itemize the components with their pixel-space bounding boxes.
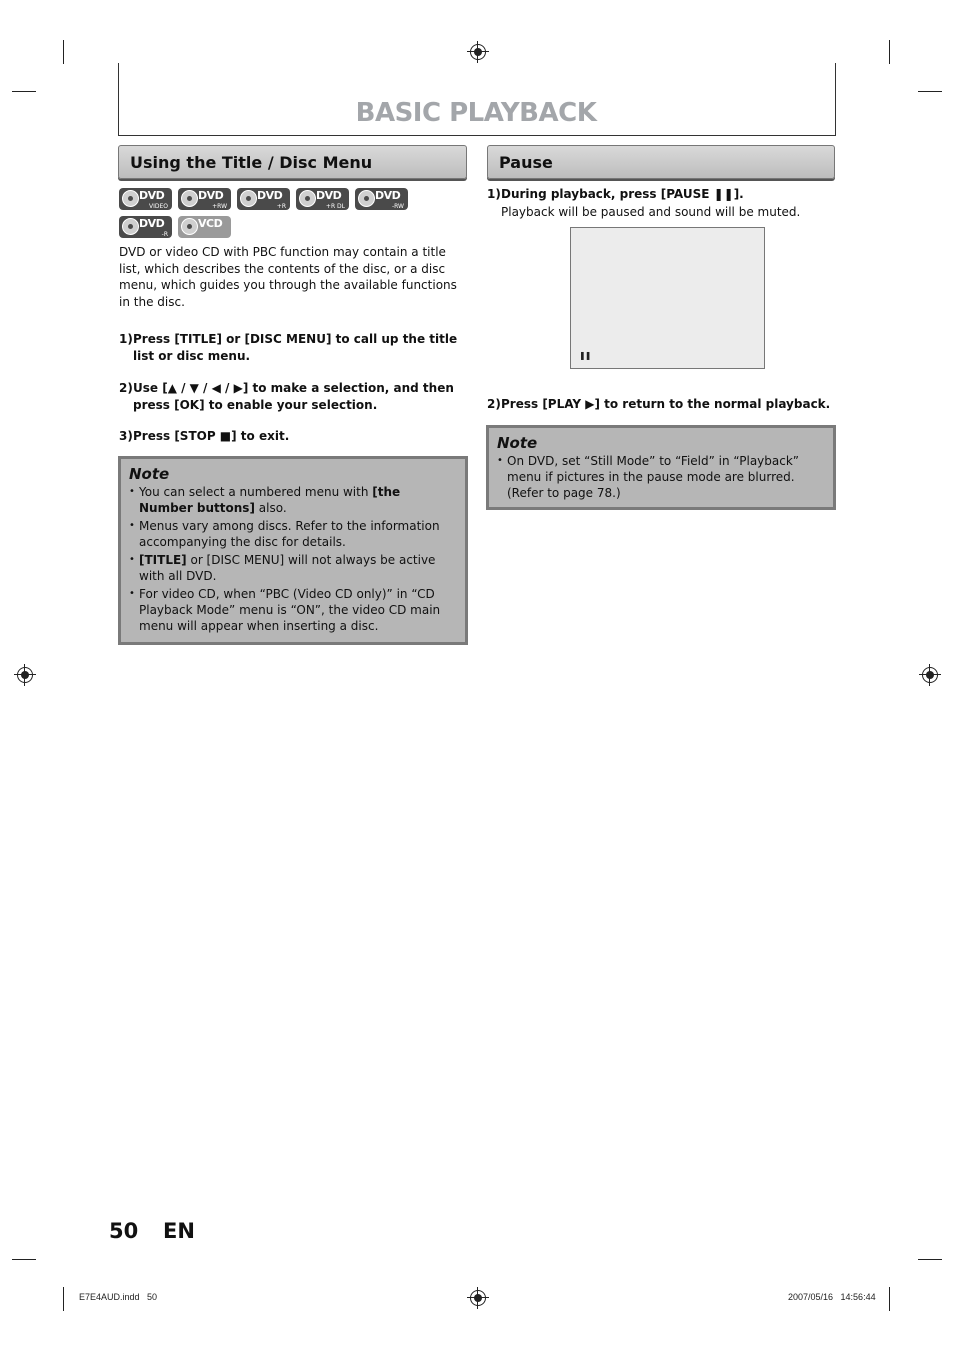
registration-mark-icon — [922, 667, 938, 683]
crop-mark — [63, 40, 64, 64]
dvd-minus-rw-disc-icon: DVD -RW — [355, 188, 408, 210]
pause-indicator-icon: ❚❚ — [579, 351, 591, 360]
note-list — [129, 484, 457, 634]
crop-mark — [918, 1259, 942, 1260]
registration-mark-icon — [470, 44, 486, 60]
step-text: Press [STOP ■] to exit. — [133, 429, 290, 443]
section-heading-title-disc-menu: Using the Title / Disc Menu — [118, 145, 467, 179]
registration-mark-icon — [470, 1290, 486, 1306]
note-item: • [TITLE] or [DISC MENU] will not always be active with all DVD. — [129, 552, 457, 584]
pause-step-1-detail: Playback will be paused and sound will be muted. — [501, 205, 801, 219]
step-text: Press [PLAY ▶] to return to the normal playback. — [501, 397, 831, 411]
note-title: Note — [497, 434, 538, 452]
page-number: 50 — [109, 1219, 139, 1243]
crop-mark — [918, 91, 942, 92]
slug-timestamp: 2007/05/16 14:56:44 — [788, 1292, 876, 1302]
crop-mark — [12, 91, 36, 92]
note-item: • You can select a numbered menu with [the Number buttons] also. — [129, 484, 457, 516]
intro-paragraph: DVD or video CD with PBC function may contain a title list, which describes the contents of the disc, or a disc menu, which guides you through the available functions in the disc. — [119, 245, 457, 309]
note-title: Note — [129, 465, 170, 483]
crop-mark — [889, 40, 890, 64]
step-1: 1) Press [TITLE] or [DISC MENU] to call up the title list or disc menu. — [119, 331, 465, 364]
registration-mark-icon — [17, 667, 33, 683]
dvd-plus-rw-disc-icon: DVD +RW — [178, 188, 231, 210]
dvd-plus-r-disc-icon: DVD +R — [237, 188, 290, 210]
step-3: 3) Press [STOP ■] to exit. — [119, 428, 465, 445]
crop-mark — [889, 1287, 890, 1311]
vcd-disc-icon: VCD — [178, 216, 231, 238]
step-2: 2) Use [▲ / ▼ / ◀ / ▶] to make a selection, and then press [OK] to enable your selection. — [119, 380, 465, 413]
step-text: Use [▲ / ▼ / ◀ / ▶] to make a selection, and then press [OK] to enable your selection. — [133, 381, 454, 412]
crop-mark — [12, 1259, 36, 1260]
page-title: BASIC PLAYBACK — [355, 98, 597, 128]
step-text: Press [TITLE] or [DISC MENU] to call up the title list or disc menu. — [133, 332, 458, 363]
note-item: • On DVD, set “Still Mode” to “Field” in “Playback” menu if pictures in the pause mode are blurred. (Refer to page 78.) — [497, 453, 825, 501]
pause-step-1: 1) During playback, press [PAUSE ❚❚]. — [487, 186, 833, 203]
disc-compatibility-icons — [119, 188, 469, 244]
page-language: EN — [163, 1219, 195, 1243]
dvd-minus-r-disc-icon: DVD -R — [119, 216, 172, 238]
note-item: • Menus vary among discs. Refer to the information accompanying the disc for details. — [129, 518, 457, 550]
dvd-video-disc-icon: DVD VIDEO — [119, 188, 172, 210]
tv-screen-illustration — [570, 227, 765, 369]
note-box-right — [486, 425, 836, 510]
note-box-left — [118, 456, 468, 645]
slug-file: E7E4AUD.indd 50 — [79, 1292, 158, 1302]
step-text: During playback, press [PAUSE ❚❚]. — [501, 187, 744, 201]
pause-step-2: 2) Press [PLAY ▶] to return to the normal playback. — [487, 396, 833, 413]
crop-mark — [63, 1287, 64, 1311]
note-list — [497, 453, 825, 501]
note-item: • For video CD, when “PBC (Video CD only)” in “CD Playback Mode” menu is “ON”, the video CD main menu will appear when inserting a disc. — [129, 586, 457, 634]
dvd-plus-r-dl-disc-icon: DVD +R DL — [296, 188, 349, 210]
section-heading-pause: Pause — [487, 145, 835, 179]
